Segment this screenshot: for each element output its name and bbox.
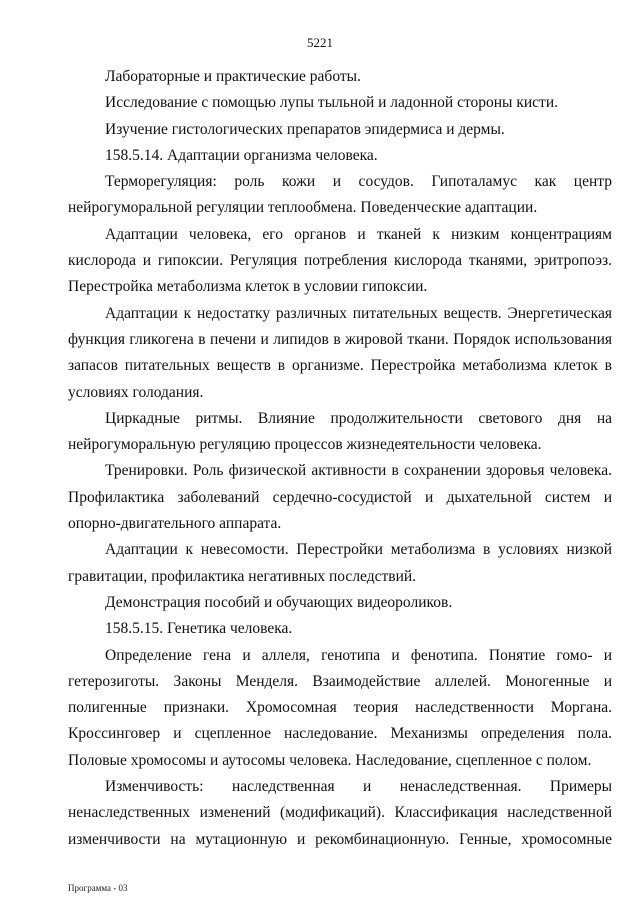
page-content	[68, 64, 612, 853]
paragraph-circadian: Циркадные ритмы. Влияние продолжительности светового дня на нейрогуморальную регуляцию процессов жизнедеятельности человека.	[68, 409, 612, 454]
paragraph-demonstration: Демонстрация пособий и обучающих видеороликов.	[105, 593, 453, 611]
paragraph-variability: Изменчивость: наследственная и ненаследственная. Примеры ненаследственных изменений (модификаций). Классификация наследственной изменчивости на мутационную и рекомбинационную. Генные, хромосомные	[68, 778, 612, 848]
paragraph-magnifier-study: Исследование с помощью лупы тыльной и ладонной стороны кисти.	[105, 94, 558, 112]
paragraph-training: Тренировки. Роль физической активности в сохранении здоровья человека. Профилактика заболеваний сердечно-сосудистой и дыхательной систем и опорно-двигательного аппарата.	[68, 462, 612, 533]
paragraph-lab-works: Лабораторные и практические работы.	[105, 68, 361, 85]
paragraph-nutrients: Адаптации к недостатку различных питательных веществ. Энергетическая функция гликогена в печени и липидов в жировой ткани. Порядок использования запасов питательных веществ в организме. Перестройка метаболизма клеток в условиях голодания.	[68, 304, 612, 401]
paragraph-weightlessness: Адаптации к невесомости. Перестройки метаболизма в условиях низкой гравитации, профилактика негативных последствий.	[68, 541, 612, 585]
section-heading-adaptations: 158.5.14. Адаптации организма человека.	[105, 146, 378, 164]
paragraph-thermoregulation: Терморегуляция: роль кожи и сосудов. Гипоталамус как центр нейрогуморальной регуляции теплообмена. Поведенческие адаптации.	[68, 173, 612, 217]
paragraph-histology-study: Изучение гистологических препаратов эпидермиса и дермы.	[105, 120, 505, 138]
page-number: 5221	[307, 35, 333, 50]
section-heading-genetics: 158.5.15. Генетика человека.	[105, 620, 293, 638]
footer-program-label: Программа - 03	[68, 883, 128, 893]
paragraph-hypoxia: Адаптации человека, его органов и тканей к низким концентрациям кислорода и гипоксии. Регуляция потребления кислорода тканями, эритропоэз. Перестройка метаболизма клеток в условии гипоксии.	[68, 225, 612, 296]
paragraph-gene-definition: Определение гена и аллеля, генотипа и фенотипа. Понятие гомо- и гетерозиготы. Законы Менделя. Взаимодействие аллелей. Моногенные и полигенные признаки. Хромосомная теория наследственности Моргана. Кроссинговер и сцепленное наследование. Механизмы определения пола. Половые хромосомы и аутосомы человека. Наследование, сцепленное с полом.	[68, 646, 612, 769]
